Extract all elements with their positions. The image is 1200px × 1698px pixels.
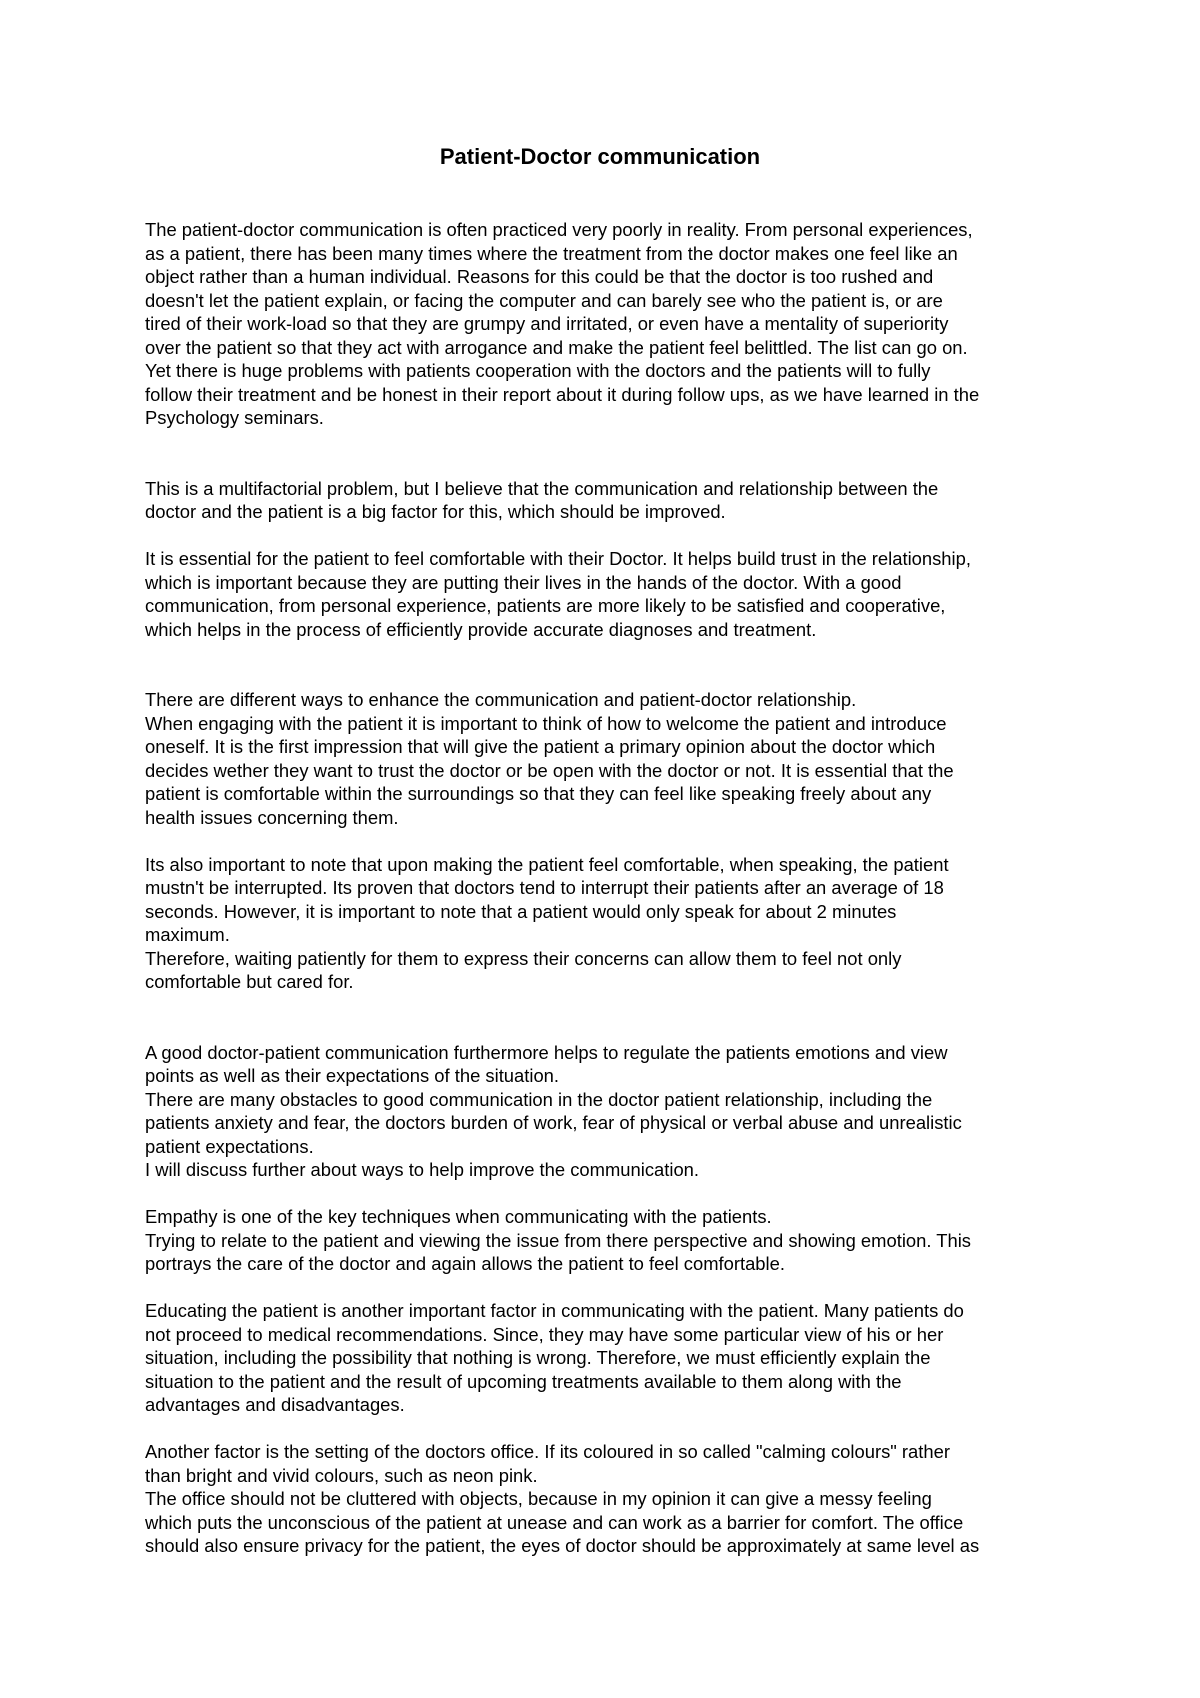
text-line: doctor and the patient is a big factor for this, which should be improved. — [145, 501, 726, 522]
text-line: Educating the patient is another important factor in communicating with the patient. Many patients do — [145, 1300, 964, 1321]
text-line: The office should not be cluttered with objects, because in my opinion it can give a messy feeling — [145, 1488, 932, 1509]
text-line: This is a multifactorial problem, but I believe that the communication and relationship between the — [145, 477, 939, 499]
text-line: comfortable but cared for. — [145, 971, 354, 992]
text-line: Psychology seminars. — [145, 407, 324, 428]
text-line: patient is comfortable within the surroundings so that they can feel like speaking freely about any — [145, 783, 932, 804]
text-line: as a patient, there has been many times where the treatment from the doctor makes one feel like an — [145, 242, 958, 264]
paragraph-3 — [145, 547, 1070, 641]
text-line: oneself. It is the first impression that will give the patient a primary opinion about the doctor which — [145, 736, 936, 757]
text-line: Another factor is the setting of the doctors office. If its coloured in so called "calming colours" rather — [145, 1441, 950, 1462]
text-line: than bright and vivid colours, such as neon pink. — [145, 1464, 538, 1486]
text-line: A good doctor-patient communication furthermore helps to regulate the patients emotions and view — [145, 1041, 948, 1063]
text-line: doesn't let the patient explain, or facing the computer and can barely see who the patient is, or are — [145, 289, 943, 311]
text-line: communication, from personal experience, patients are more likely to be satisfied and cooperative, — [145, 595, 946, 616]
text-line: points as well as their expectations of the situation. — [145, 1065, 560, 1086]
text-line: follow their treatment and be honest in their report about it during follow ups, as we have learned in the — [145, 383, 980, 405]
paragraph-2 — [145, 477, 1070, 524]
paragraph-1 — [145, 218, 1070, 430]
text-line: I will discuss further about ways to help improve the communication. — [145, 1159, 700, 1180]
text-line: seconds. However, it is important to note that a patient would only speak for about 2 minutes — [145, 900, 897, 922]
text-line: maximum. — [145, 924, 230, 945]
text-line: There are many obstacles to good communication in the doctor patient relationship, including the — [145, 1088, 933, 1110]
text-line: mustn't be interrupted. Its proven that doctors tend to interrupt their patients after an average of 18 — [145, 877, 944, 898]
text-line: decides wether they want to trust the doctor or be open with the doctor or not. It is essential that the — [145, 759, 954, 781]
text-line: Empathy is one of the key techniques when communicating with the patients. — [145, 1206, 772, 1227]
text-line: advantages and disadvantages. — [145, 1394, 405, 1415]
text-line: health issues concerning them. — [145, 806, 399, 828]
text-line: situation, including the possibility that nothing is wrong. Therefore, we must efficiently explain the — [145, 1347, 931, 1368]
text-line: patient expectations. — [145, 1135, 314, 1157]
text-line: tired of their work-load so that they are grumpy and irritated, or even have a mentality of superiority — [145, 313, 949, 334]
text-line: It is essential for the patient to feel comfortable with their Doctor. It helps build trust in the relationship, — [145, 548, 971, 569]
text-line: which puts the unconscious of the patient at unease and can work as a barrier for comfort. The office — [145, 1511, 964, 1533]
text-line: There are different ways to enhance the communication and patient-doctor relationship. — [145, 689, 857, 710]
text-line: object rather than a human individual. Reasons for this could be that the doctor is too rushed and — [145, 266, 934, 287]
paragraph-7 — [145, 1205, 1070, 1276]
text-line: which is important because they are putting their lives in the hands of the doctor. With a good — [145, 571, 902, 593]
text-line: should also ensure privacy for the patient, the eyes of doctor should be approximately at same level as — [145, 1535, 980, 1556]
paragraph-6 — [145, 1041, 1070, 1182]
paragraph-4 — [145, 688, 1070, 829]
document-body — [145, 218, 1070, 1558]
text-line: Therefore, waiting patiently for them to express their concerns can allow them to feel not only — [145, 947, 902, 969]
text-line: Its also important to note that upon making the patient feel comfortable, when speaking, the patient — [145, 853, 949, 875]
text-line: not proceed to medical recommendations. Since, they may have some particular view of his or her — [145, 1323, 944, 1345]
text-line: Yet there is huge problems with patients cooperation with the doctors and the patients will to fully — [145, 360, 931, 381]
text-line: patients anxiety and fear, the doctors burden of work, fear of physical or verbal abuse and unrealistic — [145, 1112, 962, 1133]
text-line: When engaging with the patient it is important to think of how to welcome the patient and introduce — [145, 712, 947, 734]
text-line: Trying to relate to the patient and viewing the issue from there perspective and showing emotion. This — [145, 1229, 971, 1251]
text-line: portrays the care of the doctor and again allows the patient to feel comfortable. — [145, 1253, 785, 1274]
paragraph-9 — [145, 1440, 1070, 1558]
document-title: Patient-Doctor communication — [439, 144, 761, 169]
paragraph-8 — [145, 1299, 1070, 1417]
text-line: situation to the patient and the result of upcoming treatments available to them along with the — [145, 1370, 902, 1392]
text-line: over the patient so that they act with arrogance and make the patient feel belittled. The list can go on. — [145, 336, 968, 358]
text-line: The patient-doctor communication is often practiced very poorly in reality. From personal experiences, — [145, 219, 973, 240]
text-line: which helps in the process of efficiently provide accurate diagnoses and treatment. — [145, 618, 817, 640]
paragraph-5 — [145, 853, 1070, 994]
